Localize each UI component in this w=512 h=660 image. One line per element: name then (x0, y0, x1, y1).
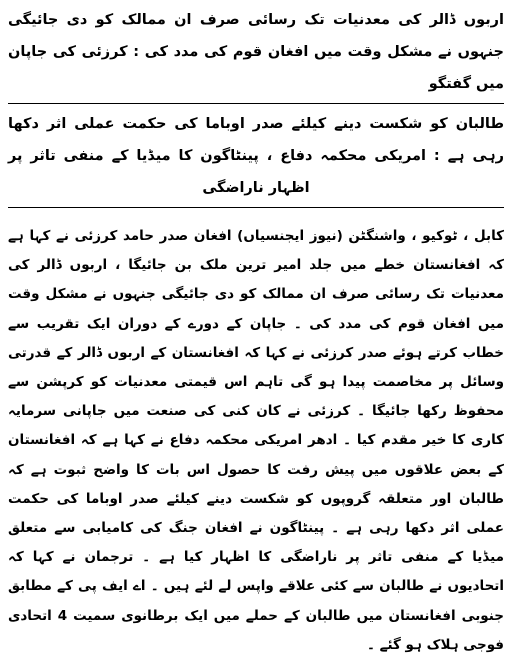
subheadline: طالبان کو شکست دینے کیلئے صدر اوباما کی حکمت عملی اثر دکھا رہی ہے : امریکی محکمہ دفاع ، پینٹاگون کا میڈیا کے منفی تاثر پر اظہار ناراضگی (8, 116, 504, 196)
headline (8, 4, 504, 100)
divider-top (8, 103, 504, 104)
divider-bottom (8, 207, 504, 208)
article-body: کابل ، ٹوکیو ، واشنگٹن (نیوز ایجنسیاں) افغان صدر حامد کرزئی نے کہا ہے کہ افغانستان خطے میں جلد امیر ترین ملک بن جائیگا ، اربوں ڈالر کی معدنیات تک رسائی صرف ان ممالک کو دی جائیگی جنہوں نے مشکل وقت میں افغان قوم کی مدد کی ۔ جاپان کے دورے کے دوران ایک تقریب سے خطاب کرتے ہوئے صدر کرزئی نے کہا کہ افغانستان کے اربوں ڈالر کے قدرتی وسائل پر مخاصمت پیدا ہو گی تاہم اس قیمتی معدنیات کو کرپشن سے محفوظ رکھا جائیگا ۔ کرزئی نے کان کنی کی صنعت میں جاپانی سرمایہ کاری کا خیر مقدم کیا ۔ ادھر امریکی محکمہ دفاع نے کہا ہے کہ افغانستان کے بعض علاقوں میں پیش رفت کا حصول اس بات کا واضح ثبوت ہے کہ طالبان اور متعلقہ گروپوں کو شکست دینے کیلئے صدر اوباما کی حکمت عملی اثر دکھا رہی ہے ۔ پینٹاگون نے افغان جنگ کی کامیابی سے متعلق میڈیا کے منفی تاثر پر ناراضگی کا اظہار کیا ہے ۔ ترجمان نے کہا کہ اتحادیوں نے طالبان سے کئی علاقے واپس لے لئے ہیں ۔ اے ایف پی کے مطابق جنوبی افغانستان میں طالبان کے حملے میں ایک برطانوی سمیت 4 اتحادی فوجی ہلاک ہو گئے ۔ (8, 228, 504, 653)
headline-text: اربوں ڈالر کی معدنیات تک رسائی صرف ان ممالک کو دی جائیگی جنہوں نے مشکل وقت میں افغان قوم کی مدد کی : کرزئی کی جاپان میں گفتگو (8, 12, 504, 92)
